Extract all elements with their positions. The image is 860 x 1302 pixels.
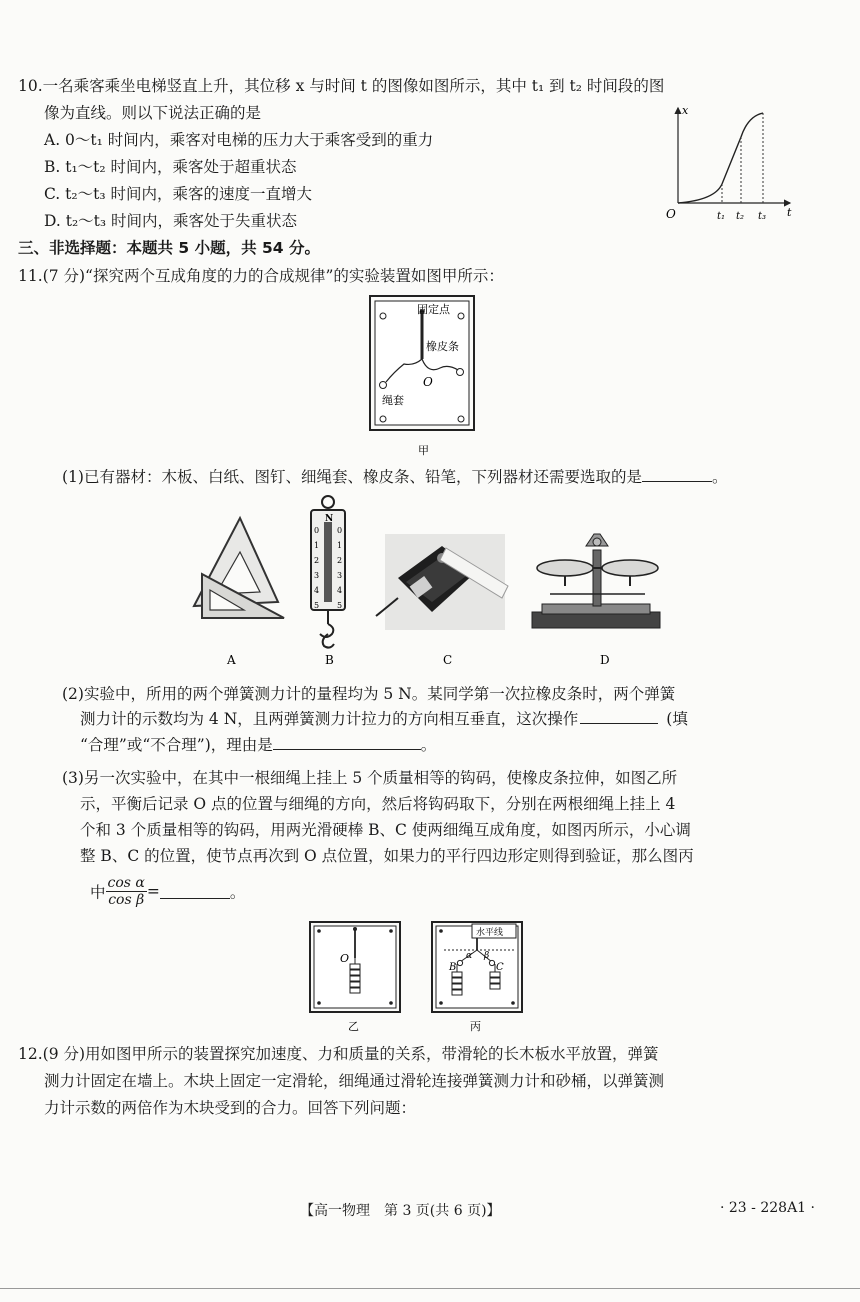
- label-beta: β: [484, 951, 490, 961]
- scale-num-right-4: 4: [337, 586, 343, 595]
- q10-option-a: A. 0～t₁ 时间内，乘客对电梯的压力大于乘客受到的重力: [44, 131, 434, 149]
- timer-device-image: [376, 534, 508, 630]
- label-b: B: [449, 962, 457, 973]
- q11-p3-equals: =: [146, 882, 160, 901]
- q12-line3: 力计示数的两倍作为木块受到的合力。回答下列问题：: [44, 1099, 417, 1117]
- equip-label-d: D: [600, 653, 610, 667]
- figure-jia: [368, 294, 488, 462]
- q11-p3-line3: 个和 3 个质量相等的钩码，用两光滑硬棒 B、C 使两细绳互成角度，如图丙所示，小心调: [80, 821, 691, 839]
- origin-label: O: [666, 207, 676, 221]
- q10-option-c: C. t₂～t₃ 时间内，乘客的速度一直增大: [44, 185, 312, 203]
- q11-p1-text: (1)已有器材：木板、白纸、图钉、细绳套、橡皮条、铅笔，下列器材还需要选取的是: [62, 468, 642, 486]
- q11-p2-line2: [80, 709, 688, 729]
- label-c: C: [496, 962, 504, 973]
- set-square-image: [194, 518, 284, 618]
- scale-num-left-2: 2: [314, 556, 320, 565]
- cos-fraction: [106, 875, 147, 908]
- q11-p2-answer-blank-1[interactable]: [580, 709, 658, 724]
- label-fixed-point: 固定点: [417, 303, 450, 316]
- tick-t2: t₂: [736, 211, 745, 222]
- q11-p2-line2-text: 测力计的示数均为 4 N，且两弹簧测力计拉力的方向相互垂直，这次操作: [80, 710, 579, 728]
- scale-num-left-3: 3: [314, 571, 320, 580]
- footer-code: · 23 - 228A1 ·: [720, 1200, 815, 1216]
- rod-c: [489, 960, 494, 965]
- yi-node-o: O: [340, 952, 350, 965]
- q11-p2-line3-text: “合理”或“不合理”)，理由是: [80, 736, 273, 754]
- q11-p3-end: 。: [229, 883, 246, 902]
- q11-p1-answer-blank[interactable]: [642, 467, 712, 482]
- q11-p2-line3-end: 。: [420, 736, 437, 754]
- scale-letter-n: N: [325, 514, 334, 524]
- scale-num-right-3: 3: [337, 571, 343, 580]
- q11-p3-equation: [90, 875, 245, 908]
- section3-heading: 三、非选择题：本题共 5 小题，共 54 分。: [18, 239, 320, 257]
- q10-option-b: B. t₁～t₂ 时间内，乘客处于超重状态: [44, 158, 297, 176]
- x-axis-label: x: [682, 104, 689, 117]
- label-alpha: α: [466, 951, 473, 961]
- figure-bing: [430, 920, 526, 1035]
- equip-label-a: A: [227, 653, 236, 667]
- q12-line1: 12.(9 分)用如图甲所示的装置探究加速度、力和质量的关系，带滑轮的长木板水平放置，弹簧: [18, 1045, 659, 1063]
- q11-p2-answer-blank-2[interactable]: [273, 735, 421, 750]
- q11-p2-fill-hint: (填: [666, 710, 688, 728]
- scale-num-left-0: 0: [314, 526, 320, 535]
- frac-denominator: cos β: [108, 892, 145, 908]
- caption-yi: 乙: [348, 1020, 359, 1033]
- caption-bing: 丙: [470, 1020, 481, 1033]
- scale-num-left-4: 4: [314, 586, 320, 595]
- footer-page-info: 【高一物理 第 3 页(共 6 页)】: [300, 1203, 501, 1219]
- q11-p1-end: 。: [711, 468, 728, 486]
- tick-t3: t₃: [758, 211, 767, 222]
- q11-p3-answer-blank[interactable]: [160, 884, 230, 899]
- q11-p2-line1: (2)实验中，所用的两个弹簧测力计的量程均为 5 N。某同学第一次拉橡皮条时，两个弹簧: [62, 685, 676, 703]
- label-node-o: O: [423, 375, 433, 389]
- q11-p2-line3: [80, 735, 436, 755]
- scale-num-right-5: 5: [337, 601, 343, 610]
- t-axis-label: t: [787, 206, 792, 219]
- label-horizontal: 水平线: [476, 928, 504, 938]
- equip-label-b: B: [325, 653, 334, 667]
- xt-curve: [678, 113, 763, 203]
- label-rubber-band: 橡皮条: [426, 340, 459, 353]
- q10-option-d: D. t₂～t₃ 时间内，乘客处于失重状态: [44, 212, 298, 230]
- balance-image: [532, 534, 660, 628]
- bottom-rule: [0, 1288, 860, 1289]
- tick-t1: t₁: [717, 211, 726, 222]
- q11-p3-line4: 整 B、C 的位置，使节点再次到 O 点位置，如果力的平行四边形定则得到验证，那么图丙: [80, 847, 694, 865]
- scale-num-right-0: 0: [337, 526, 343, 535]
- q10-stem-line1: 10.一名乘客乘坐电梯竖直上升，其位移 x 与时间 t 的图像如图所示，其中 t₁ 到 t₂ 时间段的图: [18, 77, 665, 95]
- xt-graph: [660, 102, 800, 224]
- q11-p3-line1: (3)另一次实验中，在其中一根细绳上挂上 5 个质量相等的钩码，使橡皮条拉伸，如图乙所: [62, 769, 678, 787]
- rod-b: [457, 960, 462, 965]
- frac-numerator: cos α: [107, 875, 145, 891]
- q12-line2: 测力计固定在墙上。木块上固定一定滑轮，细绳通过滑轮连接弹簧测力计和砂桶，以弹簧测: [44, 1072, 665, 1090]
- caption-jia: 甲: [418, 444, 429, 457]
- scale-num-left-5: 5: [314, 601, 320, 610]
- q11-intro: 11.(7 分)“探究两个互成角度的力的合成规律”的实验装置如图甲所示：: [18, 267, 504, 285]
- q11-p3-prefix: 中: [90, 883, 106, 902]
- q11-p1-line: [62, 467, 727, 487]
- equip-label-c: C: [443, 653, 453, 667]
- q11-p3-line2: 示，平衡后记录 O 点的位置与细绳的方向，然后将钩码取下，分别在两根细绳上挂上 4: [80, 795, 676, 813]
- scale-num-left-1: 1: [314, 541, 320, 550]
- scale-num-right-1: 1: [337, 541, 343, 550]
- scale-num-right-2: 2: [337, 556, 343, 565]
- equipment-figure: [180, 494, 680, 670]
- figure-yi: [308, 920, 404, 1035]
- q10-stem-line2: 像为直线。则以下说法正确的是: [44, 104, 262, 122]
- label-loop: 绳套: [382, 394, 404, 407]
